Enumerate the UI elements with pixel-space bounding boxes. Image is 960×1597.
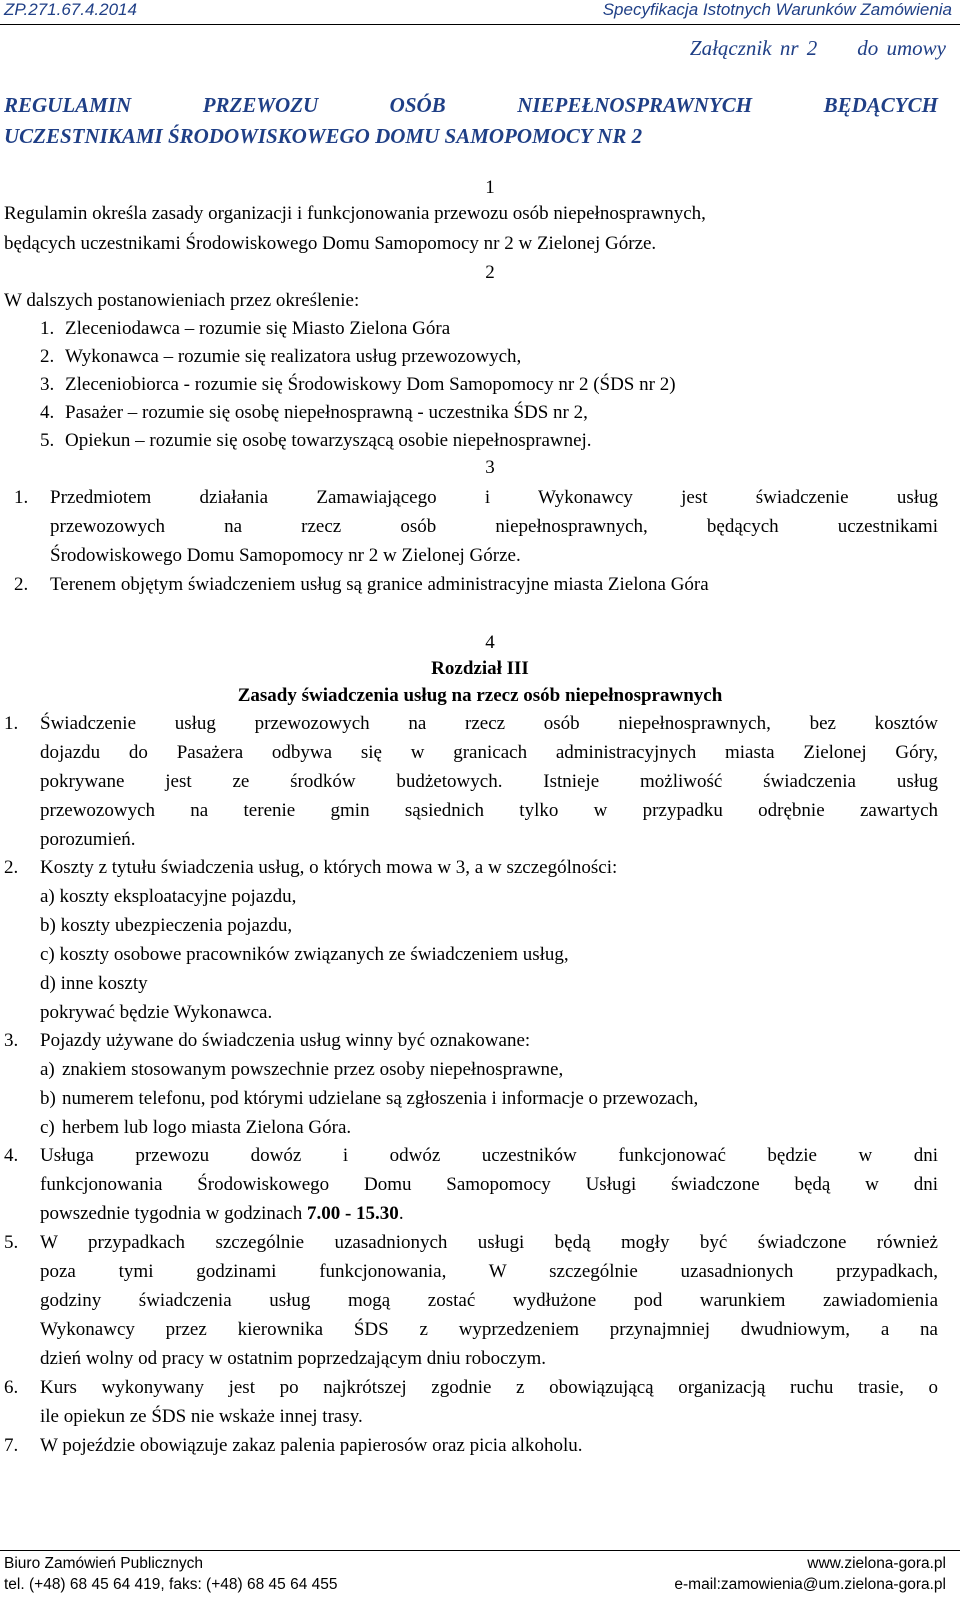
point-3-sub-a: a) znakiem stosowanym powszechnie przez osoby niepełnosprawne, [40,1059,564,1080]
header-reference: ZP.271.67.4.2014 [4,0,137,19]
definition-item: 1. Zleceniodawca – rozumie się Miasto Zielona Góra [40,318,451,339]
section-3-item1-line2: przewozowych na rzecz osób niepełnosprawnych, będących uczestnikami [50,516,938,537]
chapter-title: Zasady świadczenia usług na rzecz osób niepełnosprawnych [237,685,723,706]
point-4-line1: Usługa przewozu dowóz i odwóz uczestników funkcjonować będzie w dni [40,1145,938,1166]
point-number: 2. [4,857,19,878]
annex-number: Załącznik nr 2 [689,36,818,60]
section-2-intro: W dalszych postanowieniach przez określenie: [4,290,360,311]
definition-item: 5. Opiekun – rozumie się osobę towarzyszącą osobie niepełnosprawnej. [40,430,592,451]
point-6-line2: ile opiekun ze ŚDS nie wskaże innej trasy. [40,1406,363,1427]
point-5-line1: W przypadkach szczególnie uzasadnionych usługi będą mogły być świadczone również [40,1232,938,1253]
section-3-item-number: 2. [14,574,29,595]
annex-label [690,36,946,61]
section-1-text-line1: Regulamin określa zasady organizacji i funkcjonowania przewozu osób niepełnosprawnych, [4,203,706,224]
point-2-sub-a: a) koszty eksploatacyjne pojazdu, [40,886,297,907]
point-4-line3: powszednie tygodnia w godzinach 7.00 - 15.30. [40,1203,404,1224]
point-2-sub-d: d) inne koszty [40,973,148,994]
point-3-sub-b: b) numerem telefonu, pod którymi udzielane są zgłoszenia i informacje o przewozach, [40,1088,699,1109]
definition-item: 3. Zleceniobiorca - rozumie się Środowiskowy Dom Samopomocy nr 2 (ŚDS nr 2) [40,374,676,395]
footer-email-link[interactable]: e-mail:zamowienia@um.zielona-gora.pl [674,1576,946,1593]
point-number: 1. [4,713,19,734]
point-3-line1: Pojazdy używane do świadczenia usług winny być oznakowane: [40,1030,531,1051]
point-2-line1: Koszty z tytułu świadczenia usług, o których mowa w 3, a w szczególności: [40,857,618,878]
point-2-sub-b: b) koszty ubezpieczenia pojazdu, [40,915,293,936]
annex-contract: do umowy [857,36,946,60]
service-hours: 7.00 - 15.30 [306,1203,399,1224]
title-word: PRZEWOZU [202,93,319,117]
title-word: BĘDĄCYCH [823,93,938,117]
document-title-line1 [4,93,938,118]
point-1-line3: pokrywane jest ze środków budżetowych. Istnieje możliwość świadczenia usług [40,771,938,792]
point-4-line2: funkcjonowania Środowiskowego Domu Samopomocy Usługi świadczone będą w dni [40,1174,938,1195]
footer-office: Biuro Zamówień Publicznych [4,1555,204,1572]
footer-phone: tel. (+48) 68 45 64 419, faks: (+48) 68 45 64 455 [4,1576,338,1593]
header-spec-title: Specyfikacja Istotnych Warunków Zamówienia [602,0,952,19]
point-number: 5. [4,1232,19,1253]
section-2-marker: 2 [485,262,495,283]
footer-website-link[interactable]: www.zielona-gora.pl [807,1555,946,1572]
point-number: 6. [4,1377,19,1398]
point-1-line2: dojazdu do Pasażera odbywa się w granicach administracyjnych miasta Zielonej Góry, [40,742,938,763]
point-2-closing: pokrywać będzie Wykonawca. [40,1002,273,1023]
point-7-line1: W pojeździe obowiązuje zakaz palenia papierosów oraz picia alkoholu. [40,1435,583,1456]
section-3-marker: 3 [485,457,495,478]
section-1-marker: 1 [485,177,495,198]
point-6-line1: Kurs wykonywany jest po najkrótszej zgodnie z obowiązującą organizacją ruchu trasie, o [40,1377,938,1398]
point-5-line4: Wykonawcy przez kierownika ŚDS z wyprzedzeniem przynajmniej dwudniowym, a na [40,1319,938,1340]
footer-divider [0,1550,960,1551]
point-1-line4: przewozowych na terenie gmin sąsiednich tylko w przypadku odrębnie zawartych [40,800,938,821]
point-1-line1: Świadczenie usług przewozowych na rzecz osób niepełnosprawnych, bez kosztów [40,713,938,734]
title-word: NIEPEŁNOSPRAWNYCH [517,93,753,117]
definition-item: 2. Wykonawca – rozumie się realizatora usług przewozowych, [40,346,522,367]
point-5-line3: godziny świadczenia usług mogą zostać wydłużone pod warunkiem zawiadomienia [40,1290,938,1311]
point-1-line5: porozumień. [40,829,136,850]
point-number: 7. [4,1435,19,1456]
section-4-marker: 4 [485,632,495,653]
header-divider [0,24,960,25]
point-5-line5: dzień wolny od pracy w ostatnim poprzedzającym dniu roboczym. [40,1348,546,1369]
definition-item: 4. Pasażer – rozumie się osobę niepełnosprawną - uczestnika ŚDS nr 2, [40,402,588,423]
point-5-line2: poza tymi godzinami funkcjonowania, W szczególnie uzasadnionych przypadkach, [40,1261,938,1282]
section-3-item1-line1: Przedmiotem działania Zamawiającego i Wykonawcy jest świadczenie usług [50,487,938,508]
document-title-line2: UCZESTNIKAMI ŚRODOWISKOWEGO DOMU SAMOPOMOCY NR 2 [4,124,643,148]
point-3-sub-c: c) herbem lub logo miasta Zielona Góra. [40,1117,352,1138]
section-3-item1-line3: Środowiskowego Domu Samopomocy nr 2 w Zielonej Górze. [50,545,521,566]
point-2-sub-c: c) koszty osobowe pracowników związanych ze świadczeniem usług, [40,944,569,965]
section-1-text-line2: będących uczestnikami Środowiskowego Domu Samopomocy nr 2 w Zielonej Górze. [4,233,657,254]
title-word: REGULAMIN [4,93,132,117]
point-number: 4. [4,1145,19,1166]
chapter-heading: Rozdział III [431,658,529,679]
section-3-item2: Terenem objętym świadczeniem usług są granice administracyjne miasta Zielona Góra [50,574,709,595]
title-word: OSÓB [389,93,446,117]
point-number: 3. [4,1030,19,1051]
section-3-item-number: 1. [14,487,29,508]
